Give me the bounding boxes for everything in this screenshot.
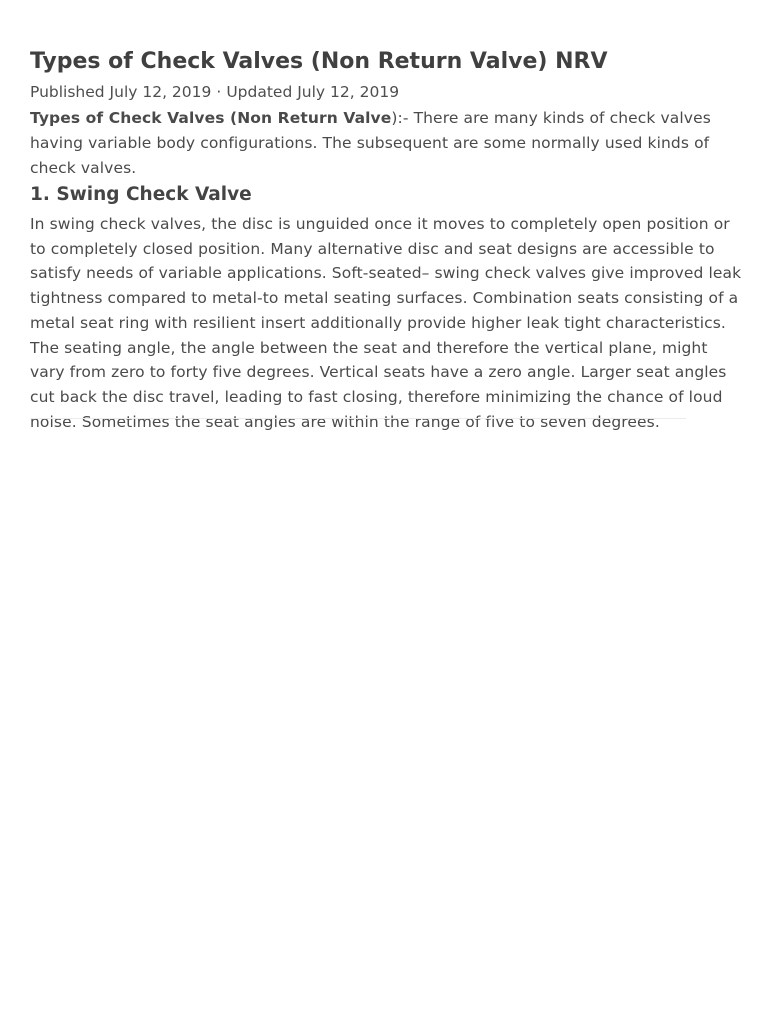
published-date: Published July 12, 2019 xyxy=(30,83,212,101)
intro-text: ):- There are many kinds of check valves having variable body configurations. The subsequent are some normally used kinds of check valves. xyxy=(30,109,711,177)
article xyxy=(30,46,746,434)
divider xyxy=(30,418,686,419)
meta-separator: · xyxy=(216,83,222,101)
intro-paragraph xyxy=(30,106,746,181)
updated-date: Updated July 12, 2019 xyxy=(226,83,400,101)
intro-bold-term: Types of Check Valves (Non Return Valve xyxy=(30,109,392,127)
article-meta xyxy=(30,81,746,103)
article-title: Types of Check Valves (Non Return Valve) NRV xyxy=(30,49,608,74)
section-body: In swing check valves, the disc is unguided once it moves to completely open position or to completely closed position. Many alternative disc and seat designs are accessible to satisfy needs of variable applications. Soft-seated– swing check valves give improved leak tightness compared to metal-to metal seating surfaces. Combination seats consisting of a metal seat ring with resilient insert additionally provide higher leak tight characteristics. The seating angle, the angle between the seat and therefore the vertical plane, might vary from zero to forty five degrees. Vertical seats have a zero angle. Larger seat angles cut back the disc travel, leading to fast closing, therefore minimizing the chance of loud noise. Sometimes the seat angles are within the range of five to seven degrees. xyxy=(30,215,742,431)
section-heading: 1. Swing Check Valve xyxy=(30,184,252,205)
